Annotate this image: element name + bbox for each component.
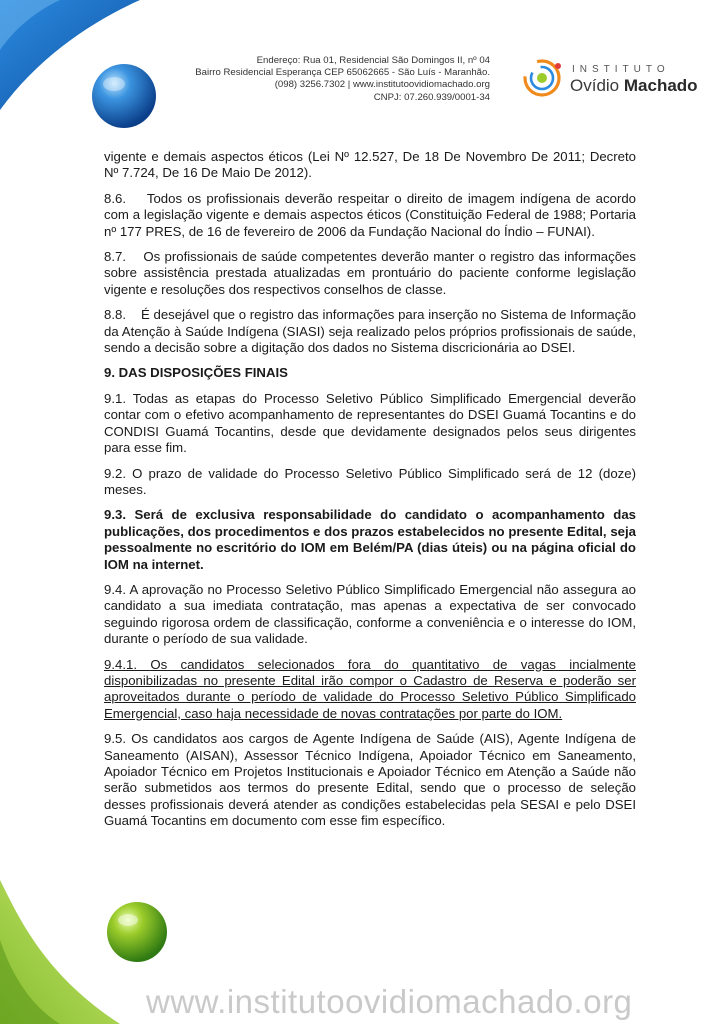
paragraph: 9.4. A aprovação no Processo Seletivo Público Simplificado Emergencial não assegura ao candidato a sua imediata contratação, mas apenas a expectativa de ser convocado seguindo rigorosa ordem de classificação, conforme a conveniência e o interesse do IOM, durante o período de sua validade. [104,581,636,647]
paragraph-underlined [104,657,636,723]
paragraph: 8.8. É desejável que o registro das informações para inserção no Sistema de Informação da Atenção à Saúde Indígena (SIASI) seja realizado pelos próprios profissionais de saúde, sendo a decisão sobre a digitação dos dados no Sistema discricionária ao DSEI. [104,307,636,356]
logo-name-bold: Machado [623,76,698,95]
clause-text: Os candidatos selecionados fora do quantitativo de vagas incialmente disponibilizadas no presente Edital irão compor o Cadastro de Reserva e poderão ser aproveitados durante o período de validade do Processo Seletivo Público Simplificado Emergencial, caso haja necessidade de novas contratações por parte do IOM. [104,656,636,721]
paragraph: 9.5. Os candidatos aos cargos de Agente Indígena de Saúde (AIS), Agente Indígena de Saneamento (AISAN), Assessor Técnico Indígena, Apoiador Técnico em Saneamento, Apoiador Técnico em Projetos Institucionais e Apoiador Técnico em Atenção a Saúde não serão submetidos aos termos do presente Edital, sendo que o processo de seleção desses profissionais deverá atender as condições estabelecidas pela SESAI e pelo DSEI Guamá Tocantins em documento com esse fim específico. [104,731,636,829]
paragraph: 9.2. O prazo de validade do Processo Seletivo Público Simplificado será de 12 (doze) meses. [104,465,636,497]
paragraph: vigente e demais aspectos éticos (Lei Nº 12.527, De 18 De Novembro De 2011; Decreto Nº 7.724, De 16 De Maio De 2012). [104,149,636,181]
address-line: Bairro Residencial Esperança CEP 65062665 - São Luís - Maranhão. [195,67,490,79]
address-line: (098) 3256.7302 | www.institutoovidiomachado.org [274,79,490,91]
logo-subtitle: INSTITUTO [572,64,670,75]
section-title: 9. DAS DISPOSIÇÕES FINAIS [104,365,288,381]
paragraph-bold: 9.3. Será de exclusiva responsabilidade do candidato o acompanhamento das publicações, dos procedimentos e dos prazos estabelecidos no presente Edital, seja pessoalmente no escritório do IOM em Belém/PA (dias úteis) ou na página oficial do IOM na internet. [104,507,636,572]
logo-title [570,76,698,96]
header-swoosh-decoration [0,0,190,150]
address-line: CNPJ: 07.260.939/0001-34 [373,91,490,103]
header-address-block [190,55,490,104]
paragraph: 9.1. Todas as etapas do Processo Seletivo Público Simplificado Emergencial deverão contar com o efetivo acompanhamento de representantes do DSEI Guamá Tocantins e do CONDISI Guamá Tocantins, desde que devidamente designados pelos seus dirigentes para esse fim. [104,390,636,456]
logo-emblem-icon [520,58,566,98]
paragraph: 8.6. Todos os profissionais deverão respeitar o direito de imagem indígena de acordo com a legislação vigente e demais aspectos éticos (Constituição Federal de 1988; Portaria nº 177 PRES, de 16 de fevereiro de 2006 da Fundação Nacional do Índio – FUNAI). [104,190,636,239]
clause-number: 9.4.1. [104,656,151,672]
address-line: Endereço: Rua 01, Residencial São Domingos II, nº 04 [256,55,490,66]
document-body [104,149,636,839]
logo-name-regular: Ovídio [570,76,620,95]
paragraph: 8.7. Os profissionais de saúde competentes deverão manter o registro das informações sobre assistência prestada atualizadas em prontuário do paciente conforme legislação vigente e resoluções dos respectivos conselhos de classe. [104,249,636,297]
footer-website: www.institutoovidiomachado.org [146,983,633,1020]
instituto-logo [520,58,700,98]
